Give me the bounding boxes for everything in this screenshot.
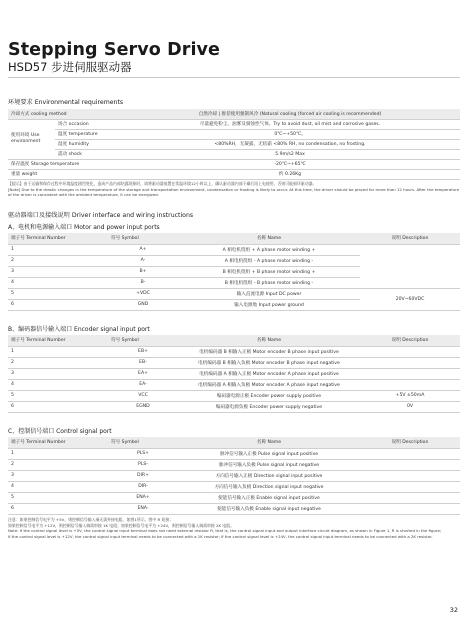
terminal-description (360, 481, 460, 492)
page-subtitle: HSD57 步进伺服驱动器 (8, 60, 132, 74)
table-row (8, 492, 460, 503)
terminal-name: 电机编码器 A 相输入负极 Motor encoder A phase input negative (178, 379, 360, 390)
control-notes (8, 517, 460, 539)
table-row (8, 470, 460, 481)
env-note (8, 181, 460, 198)
env-sub-shock: 震动 shock (55, 149, 120, 159)
terminal-symbol: EGND (108, 401, 178, 412)
terminal-name: 电机编码器 A 相输入正极 Motor encoder A phase input positive (178, 368, 360, 379)
terminal-number: 3 (8, 266, 108, 277)
table-row (8, 379, 460, 390)
terminal-number: 2 (8, 357, 108, 368)
col-symbol: 符号 Symbol (108, 437, 178, 448)
env-sub-humidity: 湿度 humidity (55, 139, 120, 149)
terminal-symbol: A- (108, 255, 178, 266)
terminal-symbol: +VDC (108, 288, 178, 299)
env-label-weight: 重量 weight (8, 169, 120, 179)
col-symbol: 符号 Symbol (108, 233, 178, 244)
terminal-description: 20V~60VDC (360, 288, 460, 310)
col-terminal: 端子号 Terminal Number (8, 437, 108, 448)
env-value-humidity: <80%RH，无凝露，无结霜 <80% RH, no condensation, no frosting. (120, 139, 460, 149)
table-row (8, 346, 460, 357)
table-row (8, 357, 460, 368)
terminal-name: 方向信号输入负极 Direction signal input negative (178, 481, 360, 492)
env-value-cooling: 自然冷却 | 推荐使用强制风冷 (Natural cooling (forced air cooling is recommended) (120, 109, 460, 119)
table-row (8, 288, 460, 299)
env-note-cn: 【提示】由于运输和保存过程中环境温度剧烈变化，造成产品内部结露现象时，请将驱动器放置在常温环境12小时以上，确认驱动器内部干燥后再上电使用，否则可能损坏驱动器。 (8, 181, 317, 186)
terminal-number: 6 (8, 503, 108, 514)
terminal-name: B 相电机绕组 - B phase motor winding - (178, 277, 360, 288)
col-name: 名称 Name (178, 335, 360, 346)
title-rule (8, 77, 460, 78)
col-description: 说明 Description (360, 233, 460, 244)
env-label-use: 使用环境 Use environment (8, 119, 55, 159)
env-sub-temperature: 温度 temperature (55, 129, 120, 139)
col-name: 名称 Name (178, 233, 360, 244)
terminal-number: 5 (8, 390, 108, 401)
terminal-number: 5 (8, 492, 108, 503)
env-table (8, 109, 460, 180)
table-row (8, 459, 460, 470)
page-number: 32 (449, 606, 458, 614)
terminal-name: B 相电机绕组 + B phase motor winding + (178, 266, 360, 277)
terminal-symbol: DIR- (108, 481, 178, 492)
terminal-description (360, 492, 460, 503)
terminal-symbol: EA- (108, 379, 178, 390)
control-note-en-1: Note: If the control signal level is +5V, the control signal input terminal does not need external resistor R, that is, the control signal input and output interface circuit diagram, as shown in Figure 1, R is shorted in the figure; (8, 528, 442, 534)
col-description: 说明 Description (360, 437, 460, 448)
terminal-symbol: VCC (108, 390, 178, 401)
terminal-description (360, 459, 460, 470)
terminal-number: 1 (8, 244, 108, 255)
env-sub-occasion: 场合 occasion (55, 119, 120, 129)
terminal-name: 编码器电源正极 Encoder power supply positive (178, 390, 360, 401)
terminal-description (360, 379, 460, 390)
terminal-number: 6 (8, 401, 108, 412)
table-row (8, 244, 460, 255)
motor-table (8, 233, 460, 311)
terminal-number: 1 (8, 448, 108, 459)
env-heading: 环境要求 Environmental requirements (8, 99, 124, 106)
env-value-temperature: 0℃~+50℃。 (120, 129, 460, 139)
env-value-storage: -20℃~+65℃ (120, 159, 460, 169)
terminal-description (360, 470, 460, 481)
col-terminal: 端子号 Terminal Number (8, 335, 108, 346)
env-label-storage: 保存温度 Storage temperature (8, 159, 120, 169)
terminal-number: 2 (8, 459, 108, 470)
terminal-description (360, 346, 460, 357)
terminal-name: 电机编码器 B 相输入正极 Motor encoder B phase input positive (178, 346, 360, 357)
terminal-number: 4 (8, 481, 108, 492)
env-row-occasion (8, 119, 460, 129)
table-row (8, 368, 460, 379)
env-row-shock (8, 149, 460, 159)
terminal-symbol: DIR+ (108, 470, 178, 481)
control-note-cn-2: 如果控制信号电平为 +12V，则控制信号输入端需串接 1K 电阻；如果控制信号电平为 +24V，则控制信号输入端需串接 2K 电阻。 (8, 522, 234, 528)
terminal-name: 脉冲信号输入正极 Pulse signal input positive (178, 448, 360, 459)
control-table (8, 437, 460, 515)
terminal-description (360, 244, 460, 288)
terminal-number: 5 (8, 288, 108, 299)
encoder-table (8, 335, 460, 413)
terminal-name: A 相电机绕组 + A phase motor winding + (178, 244, 360, 255)
env-row-cooling (8, 109, 460, 119)
env-note-en: [Note] Due to the drastic changes in the temperature of the storage and transportation environment, condensation or frosting is likely to occur. At this time, the driver should be placed for more than 12 hours. After the temperature of the driver is consistent with the ambient temperature, it can be energized. (8, 186, 460, 198)
table-row (8, 448, 460, 459)
env-value-occasion: 尽量避免粉尘、油雾及腐蚀性气体。Try to avoid dust, oil mist and corrosive gases. (120, 119, 460, 129)
motor-heading: A、电机和电源输入端口 Motor and power input ports (8, 224, 160, 231)
col-name: 名称 Name (178, 437, 360, 448)
env-value-weight: 约 0.26Kg (120, 169, 460, 179)
control-note-cn-1: 注意：如果控制信号电平为 +5V，则控制信号输入端无需外接电阻，如图1所示，图中 R 短接； (8, 517, 174, 522)
env-row-humidity (8, 139, 460, 149)
terminal-symbol: B+ (108, 266, 178, 277)
terminal-description (360, 368, 460, 379)
terminal-name: 使能信号输入负极 Enable signal input negative (178, 503, 360, 514)
terminal-symbol: A+ (108, 244, 178, 255)
terminal-number: 6 (8, 299, 108, 310)
col-description: 说明 Description (360, 335, 460, 346)
terminal-symbol: ENA- (108, 503, 178, 514)
wiring-heading: 驱动器端口及接线说明 Driver interface and wiring instructions (8, 212, 194, 219)
table-row (8, 401, 460, 412)
env-row-storage (8, 159, 460, 169)
terminal-symbol: EB- (108, 357, 178, 368)
col-symbol: 符号 Symbol (108, 335, 178, 346)
env-label-cooling: 冷却方式 cooling method (8, 109, 120, 119)
table-row (8, 503, 460, 514)
terminal-description: +5V ±50mA (360, 390, 460, 401)
control-note-en-2: If the control signal level is +12V, the control signal input terminal needs to be connected with a 1K resistor; If the control signal level is +24V, the control signal input terminal needs to be connected with a 2K resistor. (8, 533, 433, 539)
terminal-symbol: PLS- (108, 459, 178, 470)
terminal-description (360, 357, 460, 368)
terminal-symbol: B- (108, 277, 178, 288)
table-row (8, 390, 460, 401)
control-heading: C、控制信号端口 Control signal port (8, 428, 112, 435)
terminal-description (360, 503, 460, 514)
terminal-name: 输入直流电源 Input DC power (178, 288, 360, 299)
encoder-heading: B、编码器信号输入端口 Encoder signal input port (8, 326, 150, 333)
terminal-name: 脉冲信号输入负极 Pulse signal input negative (178, 459, 360, 470)
table-row (8, 481, 460, 492)
terminal-name: 方向信号输入正极 Direction signal input positive (178, 470, 360, 481)
terminal-symbol: ENA+ (108, 492, 178, 503)
col-terminal: 端子号 Terminal Number (8, 233, 108, 244)
terminal-number: 4 (8, 277, 108, 288)
terminal-name: 使能信号输入正极 Enable signal input positive (178, 492, 360, 503)
terminal-symbol: EB+ (108, 346, 178, 357)
page-title: Stepping Servo Drive (8, 40, 221, 60)
terminal-number: 4 (8, 379, 108, 390)
env-value-shock: 5.9m/s2 Max (120, 149, 460, 159)
terminal-name: 电机编码器 B 相输入负极 Motor encoder B phase input negative (178, 357, 360, 368)
terminal-description: 0V (360, 401, 460, 412)
terminal-number: 3 (8, 368, 108, 379)
terminal-symbol: EA+ (108, 368, 178, 379)
terminal-description (360, 448, 460, 459)
terminal-name: A 相电机绕组 - A phase motor winding - (178, 255, 360, 266)
env-row-temperature (8, 129, 460, 139)
terminal-number: 2 (8, 255, 108, 266)
terminal-name: 编码器电源负极 Encoder power supply negative (178, 401, 360, 412)
terminal-name: 输入电源地 Input power ground (178, 299, 360, 310)
terminal-number: 3 (8, 470, 108, 481)
terminal-number: 1 (8, 346, 108, 357)
terminal-symbol: PLS+ (108, 448, 178, 459)
env-row-weight (8, 169, 460, 179)
terminal-symbol: GND (108, 299, 178, 310)
